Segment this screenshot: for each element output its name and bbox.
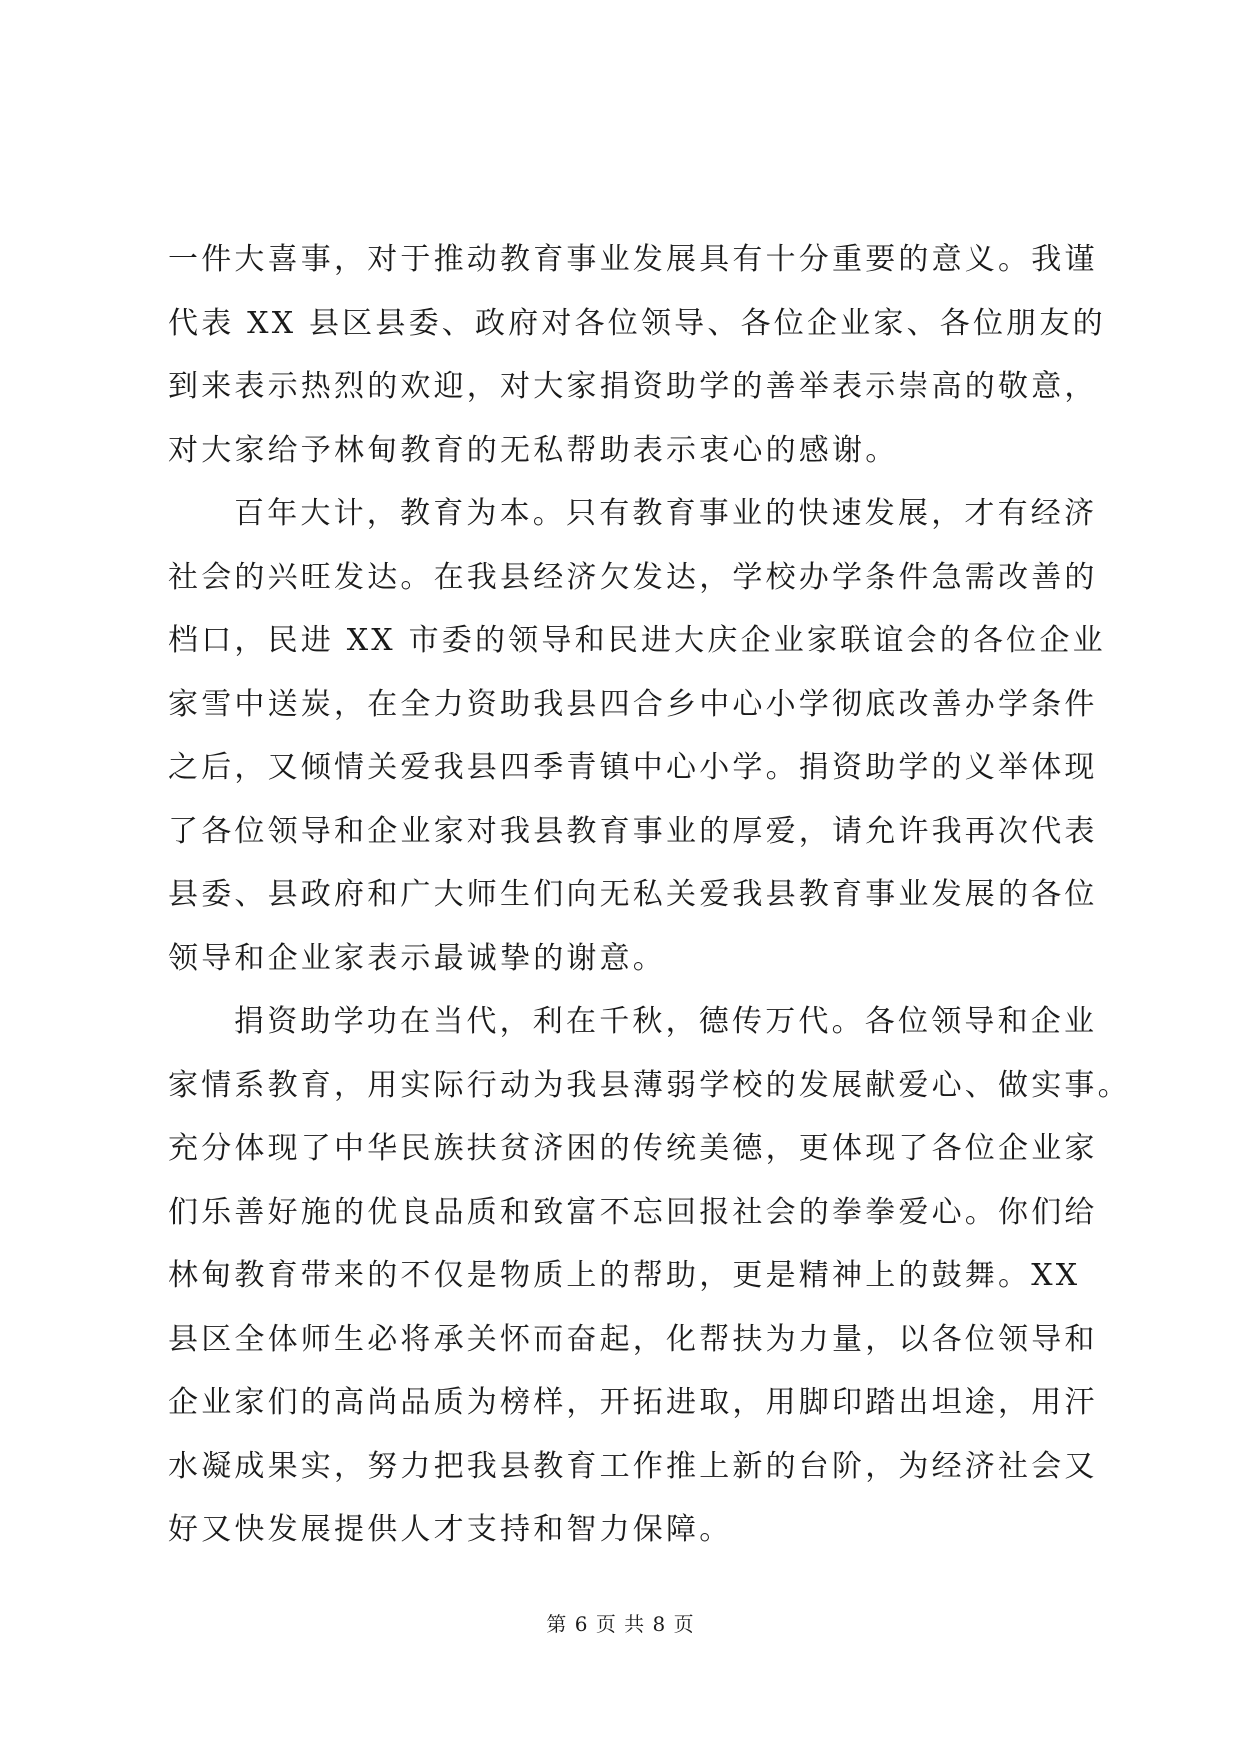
text-line: 之后，又倾情关爱我县四季青镇中心小学。捐资助学的义举体现 (168, 750, 1098, 785)
text-line: 一件大喜事，对于推动教育事业发展具有十分重要的意义。我谨 (168, 242, 1098, 277)
paragraph-1 (168, 228, 1106, 482)
text-line: 社会的兴旺发达。在我县经济欠发达，学校办学条件急需改善的 (168, 559, 1098, 595)
text-line: 家雪中送炭，在全力资助我县四合乡中心小学彻底改善办学条件 (168, 686, 1098, 722)
text-line: 水凝成果实，努力把我县教育工作推上新的台阶，为经济社会又 (168, 1448, 1098, 1484)
text-line: 好又快发展提供人才支持和智力保障。 (168, 1512, 733, 1547)
text-line: 林甸教育带来的不仅是物质上的帮助，更是精神上的鼓舞。XX (168, 1258, 1081, 1293)
paragraph-3 (168, 990, 1131, 1562)
text-line: 到来表示热烈的欢迎，对大家捐资助学的善举表示崇高的敬意， (168, 369, 1098, 404)
page-footer (0, 1608, 1241, 1637)
text-line: 对大家给予林甸教育的无私帮助表示衷心的感谢。 (168, 432, 899, 468)
paragraph-2 (168, 482, 1106, 990)
text-line: 们乐善好施的优良品质和致富不忘回报社会的拳拳爱心。你们给 (168, 1194, 1098, 1230)
body-text (168, 228, 1131, 1562)
text-line: 县委、县政府和广大师生们向无私关爱我县教育事业发展的各位 (168, 877, 1098, 912)
text-line: 家情系教育，用实际行动为我县薄弱学校的发展献爱心、做实事。 (168, 1067, 1131, 1103)
page-number: 第 6 页 共 8 页 (546, 1612, 695, 1636)
text-line: 充分体现了中华民族扶贫济困的传统美德，更体现了各位企业家 (168, 1131, 1098, 1166)
text-line: 企业家们的高尚品质为榜样，开拓进取，用脚印踏出坦途，用汗 (168, 1385, 1098, 1420)
text-line: 百年大计，教育为本。只有教育事业的快速发展，才有经济 (234, 496, 1098, 531)
text-line: 档口，民进 XX 市委的领导和民进大庆企业家联谊会的各位企业 (168, 623, 1106, 658)
text-line: 捐资助学功在当代，利在千秋，德传万代。各位领导和企业 (234, 1004, 1098, 1039)
text-line: 县区全体师生必将承关怀而奋起，化帮扶为力量，以各位领导和 (168, 1321, 1098, 1357)
text-line: 领导和企业家表示最诚挚的谢意。 (168, 940, 666, 976)
text-line: 了各位领导和企业家对我县教育事业的厚爱，请允许我再次代表 (168, 813, 1098, 849)
text-line: 代表 XX 县区县委、政府对各位领导、各位企业家、各位朋友的 (168, 305, 1106, 341)
